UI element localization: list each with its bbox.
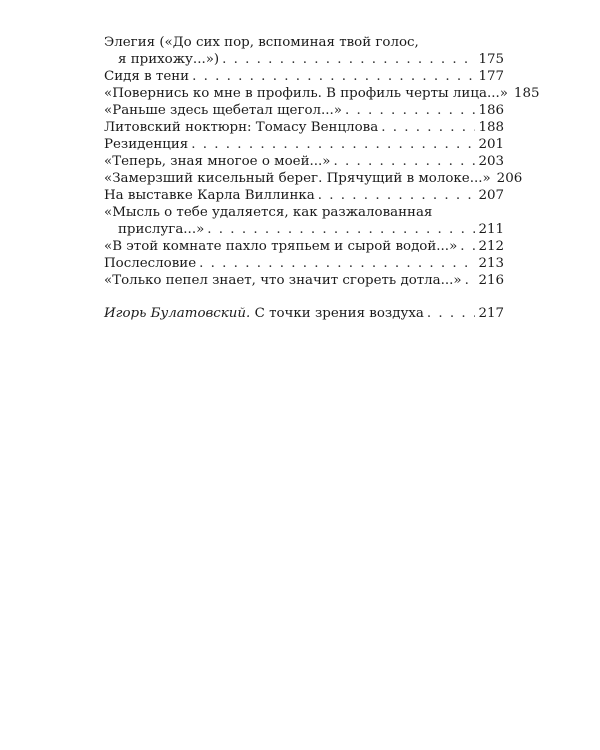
toc-entry-title-line1: «Мысль о тебе удаляется, как разжалованная bbox=[104, 205, 433, 220]
dot-leader bbox=[465, 272, 476, 289]
toc-entry bbox=[104, 255, 504, 272]
toc-entry-page: 216 bbox=[478, 273, 504, 288]
toc-entry bbox=[104, 272, 504, 289]
toc-entry-title: «В этой комнате пахло тряпьем и сырой водой...» bbox=[104, 239, 458, 254]
toc-entry-page: 185 bbox=[513, 86, 540, 101]
toc-entry-title: «Раньше здесь щебетал щегол...» bbox=[104, 103, 342, 118]
dot-leader bbox=[192, 68, 475, 85]
afterword-author: Игорь Булатовский. bbox=[104, 306, 251, 321]
toc-entry bbox=[104, 119, 504, 136]
toc-entry bbox=[104, 238, 504, 255]
toc-entry bbox=[104, 102, 504, 119]
toc-entry-page: 186 bbox=[478, 103, 504, 118]
toc-entry-page: 206 bbox=[496, 171, 523, 186]
dot-leader bbox=[427, 305, 476, 322]
dot-leader bbox=[222, 51, 475, 68]
dot-leader bbox=[191, 136, 475, 153]
toc-entry-title: «Повернись ко мне в профиль. В профиль черты лица...» bbox=[104, 86, 508, 101]
dot-leader bbox=[345, 102, 475, 119]
toc-entry-page: 213 bbox=[478, 256, 504, 271]
toc-entry bbox=[104, 170, 523, 187]
toc-entry-title: «Замерзший кисельный берег. Прячущий в молоке...» bbox=[104, 171, 491, 186]
section-gap bbox=[104, 289, 504, 305]
dot-leader bbox=[460, 238, 475, 255]
toc-entry-title: Послесловие bbox=[104, 256, 197, 271]
toc-entry-page: 201 bbox=[478, 137, 504, 152]
toc-entry-page: 207 bbox=[478, 188, 504, 203]
toc-entry-page: 188 bbox=[478, 120, 504, 135]
toc-entry bbox=[104, 187, 504, 204]
toc-entry-afterword bbox=[104, 305, 504, 322]
toc-entry bbox=[104, 153, 504, 170]
table-of-contents bbox=[104, 34, 540, 322]
toc-entry-thought bbox=[104, 204, 504, 238]
toc-entry-page: 217 bbox=[478, 306, 504, 321]
toc-entry-page: 203 bbox=[478, 154, 504, 169]
toc-entry-elegy bbox=[104, 34, 504, 68]
toc-entry-page: 175 bbox=[478, 52, 504, 67]
toc-entry-title: Сидя в тени bbox=[104, 69, 190, 84]
toc-entry-afterword-text bbox=[104, 305, 424, 322]
dot-leader bbox=[199, 255, 475, 272]
dot-leader bbox=[318, 187, 476, 204]
toc-entry bbox=[104, 136, 504, 153]
toc-entry-title-line2: я прихожу...») bbox=[118, 52, 220, 67]
toc-entry bbox=[104, 68, 504, 85]
dot-leader bbox=[207, 221, 475, 238]
toc-entry-title: «Только пепел знает, что значит сгореть дотла...» bbox=[104, 273, 462, 288]
toc-entry-title: «Теперь, зная многое о моей...» bbox=[104, 154, 331, 169]
toc-entry-page: 177 bbox=[478, 69, 504, 84]
toc-entry-page: 212 bbox=[478, 239, 504, 254]
toc-entry-title: На выставке Карла Виллинка bbox=[104, 188, 315, 203]
toc-entry-title-line1: Элегия («До сих пор, вспоминая твой голос, bbox=[104, 35, 419, 50]
toc-entry-title: Литовский ноктюрн: Томасу Венцлова bbox=[104, 120, 379, 135]
toc-entry bbox=[104, 85, 540, 102]
dot-leader bbox=[333, 153, 475, 170]
toc-entry-title-line2: прислуга...» bbox=[118, 222, 205, 237]
toc-entry-title: Резиденция bbox=[104, 137, 189, 152]
afterword-title: С точки зрения воздуха bbox=[254, 306, 424, 321]
dot-leader bbox=[381, 119, 475, 136]
toc-entry-page: 211 bbox=[478, 222, 504, 237]
